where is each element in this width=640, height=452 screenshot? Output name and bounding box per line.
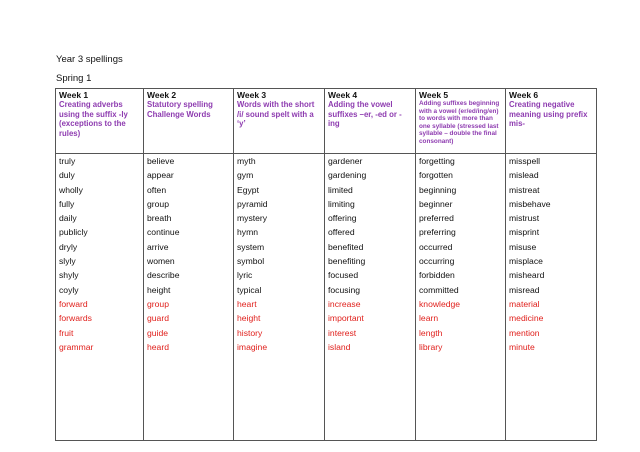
table-row xyxy=(56,154,597,441)
spelling-word: pyramid xyxy=(237,198,268,209)
spelling-word: material xyxy=(509,298,540,309)
spelling-word: misread xyxy=(509,284,540,295)
spelling-word: breath xyxy=(147,213,172,224)
spelling-word: minute xyxy=(509,341,535,352)
week-4-header xyxy=(325,89,416,154)
spelling-word: forbidden xyxy=(419,270,455,281)
spelling-word: offered xyxy=(328,227,355,238)
spelling-word: truly xyxy=(59,156,76,166)
spelling-word: misheard xyxy=(509,270,545,281)
spelling-word: group xyxy=(147,298,169,309)
spelling-word: misplace xyxy=(509,256,543,267)
week-description: Statutory spelling Challenge Words xyxy=(147,100,213,119)
week-1-header xyxy=(56,89,144,154)
spelling-word: beginning xyxy=(419,184,457,195)
week-description: Creating adverbs using the suffix -ly (exceptions to the rules) xyxy=(59,100,128,138)
spelling-word: interest xyxy=(328,327,357,338)
spelling-word: myth xyxy=(237,156,256,166)
spelling-word: mistrust xyxy=(509,213,540,224)
spelling-word: limiting xyxy=(328,198,355,209)
table-header-row xyxy=(56,89,597,154)
spelling-word: dryly xyxy=(59,241,78,252)
spelling-word: focused xyxy=(328,270,359,281)
spelling-word: important xyxy=(328,313,364,324)
spelling-word: misspell xyxy=(509,156,541,166)
spelling-word: heard xyxy=(147,341,169,352)
spelling-word: increase xyxy=(328,298,361,309)
spelling-word: duly xyxy=(59,170,75,181)
spelling-word: often xyxy=(147,184,167,195)
spelling-word: grammar xyxy=(59,341,94,352)
spelling-word: limited xyxy=(328,184,353,195)
week-3-header xyxy=(234,89,325,154)
spelling-word: guide xyxy=(147,327,169,338)
spelling-word: learn xyxy=(419,313,439,324)
spelling-word: wholly xyxy=(59,184,83,195)
spelling-word: fully xyxy=(59,198,75,209)
spelling-word: offering xyxy=(328,213,357,224)
spelling-word: knowledge xyxy=(419,298,461,309)
spelling-word: gardener xyxy=(328,156,363,166)
document-subtitle: Spring 1 xyxy=(56,73,92,84)
week-label: Week 1 xyxy=(59,90,89,100)
spelling-word: beginner xyxy=(419,198,453,209)
spelling-word: publicly xyxy=(59,227,88,238)
spelling-word: library xyxy=(419,341,443,352)
spelling-word: height xyxy=(237,313,261,324)
spelling-word: height xyxy=(147,284,171,295)
spelling-word: misuse xyxy=(509,241,537,252)
spellings-table xyxy=(55,88,597,441)
spelling-word: mistreat xyxy=(509,184,540,195)
week-description: Creating negative meaning using prefix mis- xyxy=(509,100,588,129)
week-5-word-list xyxy=(416,154,506,441)
spelling-word: preferred xyxy=(419,213,454,224)
spelling-word: benefited xyxy=(328,241,364,252)
spelling-word: shyly xyxy=(59,270,79,281)
spelling-word: forgetting xyxy=(419,156,455,166)
spelling-word: Egypt xyxy=(237,184,259,195)
spelling-word: island xyxy=(328,341,351,352)
week-label: Week 5 xyxy=(419,90,449,100)
week-2-header xyxy=(144,89,234,154)
spelling-word: mystery xyxy=(237,213,268,224)
spelling-word: mention xyxy=(509,327,540,338)
week-6-word-list xyxy=(506,154,597,441)
spelling-word: medicine xyxy=(509,313,544,324)
spelling-word: gardening xyxy=(328,170,367,181)
spelling-word: imagine xyxy=(237,341,268,352)
week-6-header xyxy=(506,89,597,154)
spelling-word: daily xyxy=(59,213,77,224)
spelling-word: lyric xyxy=(237,270,253,281)
spelling-word: forward xyxy=(59,298,88,309)
spelling-word: hymn xyxy=(237,227,259,238)
spelling-word: mislead xyxy=(509,170,539,181)
spelling-word: forgotten xyxy=(419,170,453,181)
spelling-word: forwards xyxy=(59,313,92,324)
spelling-word: coyly xyxy=(59,284,79,295)
spelling-word: committed xyxy=(419,284,459,295)
document-title: Year 3 spellings xyxy=(56,54,123,65)
week-label: Week 6 xyxy=(509,90,539,100)
spelling-word: misprint xyxy=(509,227,540,238)
spelling-word: typical xyxy=(237,284,262,295)
spelling-word: symbol xyxy=(237,256,265,267)
spelling-word: gym xyxy=(237,170,254,181)
week-1-word-list xyxy=(56,154,144,441)
week-label: Week 2 xyxy=(147,90,177,100)
spelling-word: length xyxy=(419,327,443,338)
spelling-word: benefiting xyxy=(328,256,366,267)
week-description: Adding the vowel suffixes –er, -ed or -ing xyxy=(328,100,402,129)
spelling-word: system xyxy=(237,241,265,252)
spelling-word: history xyxy=(237,327,263,338)
spelling-word: heart xyxy=(237,298,257,309)
spelling-word: describe xyxy=(147,270,180,281)
week-3-word-list xyxy=(234,154,325,441)
week-5-header xyxy=(416,89,506,154)
spelling-word: occurred xyxy=(419,241,453,252)
spelling-word: preferring xyxy=(419,227,456,238)
week-description: Words with the short /i/ sound spelt with a ‘y’ xyxy=(237,100,315,129)
week-description: Adding suffixes beginning with a vowel (er/ed/ing/en) to words with more than one syllable (stressed last syllable – double the final consonant) xyxy=(419,100,500,145)
spelling-word: focusing xyxy=(328,284,361,295)
spelling-word: believe xyxy=(147,156,175,166)
spelling-word: fruit xyxy=(59,327,74,338)
spelling-word: guard xyxy=(147,313,169,324)
spelling-word: arrive xyxy=(147,241,169,252)
week-label: Week 3 xyxy=(237,90,267,100)
spelling-word: misbehave xyxy=(509,198,551,209)
spelling-word: slyly xyxy=(59,256,76,267)
spelling-word: women xyxy=(147,256,175,267)
week-label: Week 4 xyxy=(328,90,358,100)
week-2-word-list xyxy=(144,154,234,441)
spelling-word: group xyxy=(147,198,169,209)
week-4-word-list xyxy=(325,154,416,441)
spelling-word: appear xyxy=(147,170,174,181)
spelling-word: occurring xyxy=(419,256,455,267)
spelling-word: continue xyxy=(147,227,180,238)
